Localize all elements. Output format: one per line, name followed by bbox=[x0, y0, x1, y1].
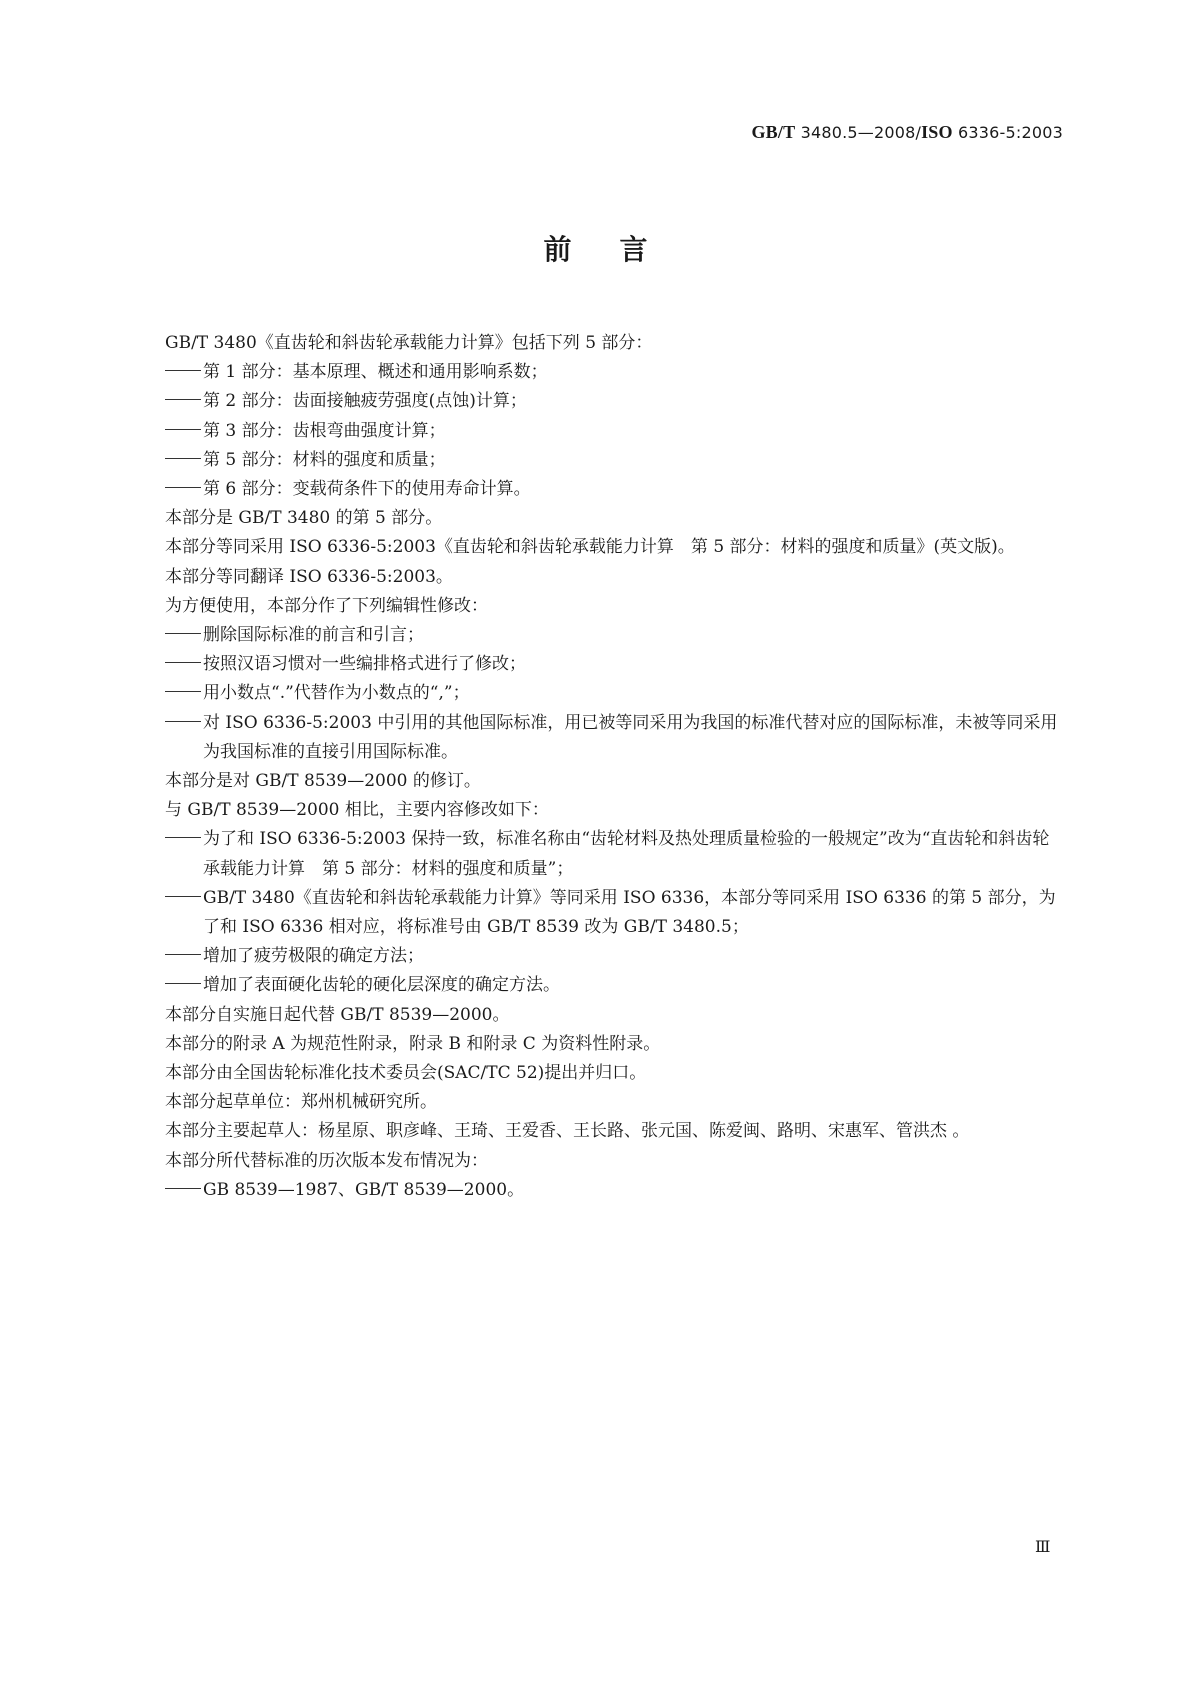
dash-bullet bbox=[165, 721, 201, 722]
paragraph-drafting-unit: 本部分起草单位：郑州机械研究所。 bbox=[165, 1092, 437, 1113]
paragraph-drafters: 本部分主要起草人：杨星原、职彦峰、王琦、王爱香、王长路、张元国、陈爱闽、路明、宋惠军、管洪杰 。 bbox=[165, 1121, 970, 1142]
dash-bullet bbox=[165, 429, 201, 430]
dash-bullet bbox=[165, 370, 201, 371]
dash-bullet bbox=[165, 662, 201, 663]
list-item-change-3: 增加了疲劳极限的确定方法； bbox=[130, 942, 1062, 971]
list-item-part-2: 第 2 部分：齿面接触疲劳强度(点蚀)计算； bbox=[130, 387, 1062, 416]
paragraph-history: 本部分所代替标准的历次版本发布情况为： bbox=[165, 1150, 488, 1171]
paragraph-replaces: 本部分自实施日起代替 GB/T 8539—2000。 bbox=[165, 1004, 510, 1025]
dash-bullet bbox=[165, 487, 201, 488]
list-item-part-1: 第 1 部分：基本原理、概述和通用影响系数； bbox=[130, 358, 1062, 387]
dash-bullet bbox=[165, 691, 201, 692]
paragraph-main-changes: 与 GB/T 8539—2000 相比，主要内容修改如下： bbox=[165, 800, 549, 821]
header-code-gbt: GB/T bbox=[751, 122, 796, 142]
paragraph-proposed-by: 本部分由全国齿轮标准化技术委员会(SAC/TC 52)提出并归口。 bbox=[165, 1063, 647, 1084]
foreword-body bbox=[130, 329, 1062, 1205]
page-number: Ⅲ bbox=[1035, 1539, 1050, 1556]
list-item-editorial-2: 按照汉语习惯对一些编排格式进行了修改； bbox=[130, 650, 1062, 679]
paragraph-part-statement: 本部分是 GB/T 3480 的第 5 部分。 bbox=[165, 508, 443, 529]
list-item-editorial-1: 删除国际标准的前言和引言； bbox=[130, 621, 1062, 650]
paragraph-translation: 本部分等同翻译 ISO 6336-5:2003。 bbox=[165, 566, 453, 587]
header-code-iso-number: 6336-5:2003 bbox=[952, 123, 1063, 142]
paragraph-revision: 本部分是对 GB/T 8539—2000 的修订。 bbox=[165, 771, 481, 792]
dash-bullet bbox=[165, 896, 201, 897]
list-item-history: GB 8539—1987、GB/T 8539—2000。 bbox=[130, 1176, 1062, 1205]
dash-bullet bbox=[165, 633, 201, 634]
list-item-change-4: 增加了表面硬化齿轮的硬化层深度的确定方法。 bbox=[130, 971, 1062, 1000]
page-title: 前言 bbox=[543, 233, 696, 266]
paragraph-annexes: 本部分的附录 A 为规范性附录，附录 B 和附录 C 为资料性附录。 bbox=[165, 1033, 661, 1054]
list-item-editorial-3: 用小数点“.”代替作为小数点的“,”； bbox=[130, 679, 1062, 708]
dash-bullet bbox=[165, 1188, 201, 1189]
header-code-number: 3480.5—2008/ bbox=[795, 123, 922, 142]
dash-bullet bbox=[165, 954, 201, 955]
header-code-iso: ISO bbox=[921, 122, 953, 142]
list-item-part-3: 第 3 部分：齿根弯曲强度计算； bbox=[130, 417, 1062, 446]
dash-bullet bbox=[165, 399, 201, 400]
dash-bullet bbox=[165, 983, 201, 984]
list-item-editorial-4: 对 ISO 6336-5:2003 中引用的其他国际标准，用已被等同采用为我国的标准代替对应的国际标准，未被等同采用为我国标准的直接引用国际标准。 bbox=[130, 709, 1062, 767]
paragraph-intro: GB/T 3480《直齿轮和斜齿轮承载能力计算》包括下列 5 部分： bbox=[165, 333, 653, 353]
paragraph-editorial-changes: 为方便使用，本部分作了下列编辑性修改： bbox=[165, 595, 488, 616]
dash-bullet bbox=[165, 458, 201, 459]
standard-code-header bbox=[751, 122, 1063, 143]
paragraph-adoption: 本部分等同采用 ISO 6336-5:2003《直齿轮和斜齿轮承载能力计算 第 5 部分：材料的强度和质量》(英文版)。 bbox=[165, 537, 1015, 558]
list-item-change-2: GB/T 3480《直齿轮和斜齿轮承载能力计算》等同采用 ISO 6336，本部分等同采用 ISO 6336 的第 5 部分，为了和 ISO 6336 相对应，将标准号由 GB/T 8539 改为 GB/T 3480.5； bbox=[130, 884, 1062, 942]
dash-bullet bbox=[165, 837, 201, 838]
list-item-part-5: 第 5 部分：材料的强度和质量； bbox=[130, 446, 1062, 475]
list-item-change-1: 为了和 ISO 6336-5:2003 保持一致，标准名称由“齿轮材料及热处理质量检验的一般规定”改为“直齿轮和斜齿轮承载能力计算 第 5 部分：材料的强度和质量”； bbox=[130, 825, 1062, 883]
list-item-part-6: 第 6 部分：变载荷条件下的使用寿命计算。 bbox=[130, 475, 1062, 504]
